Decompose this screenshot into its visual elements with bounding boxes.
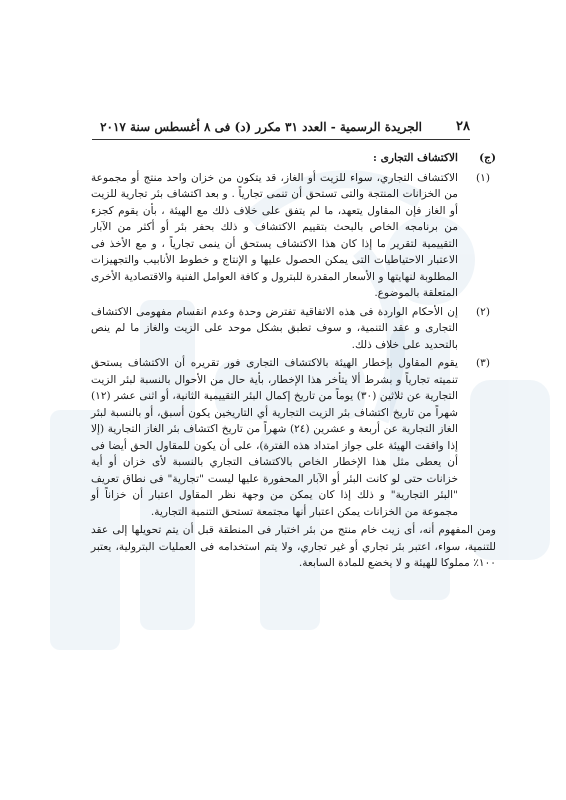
gazette-title: الجريدة الرسمية - العدد ٣١ مكرر (د) فى ٨ أغسطس سنة ٢٠١٧ [100,120,422,134]
header-rule [92,139,470,140]
clause-3 [91,355,496,520]
page-number: ٢٨ [456,119,470,134]
document-body [91,150,496,572]
section-title: الاكتشاف التجارى : [372,152,458,164]
clause-number: (٣) [476,357,490,369]
clause-text: يقوم المقاول بإخطار الهيئة بالاكتشاف التجارى فور تقريره أن الاكتشاف يستحق تنميته تجارياً و بشرط ألا يتأخر هذا الإخطار، بأية حال من الأحوال بالنسبة لبئر الزيت التجارية عن ثلاثين (٣٠) يوماً من تاريخ إكمال البئر التقييمية الثانية، أو اثنى عشر (١٢) شهراً من تاريخ اكتشاف بئر الزيت التجارية أي التاريخين يكون أسبق، أو بالنسبة لبئر الغاز التجارية عن أربعة و عشرين (٢٤) شهراً من تاريخ اكتشاف بئر الغاز التجارية (إلا إذا وافقت الهيئة على جواز امتداد هذه الفترة)، على أن يكون للمقاول الحق أيضا فى أن يعطى مثل هذا الإخطار الخاص بالاكتشاف التجاري بالنسبة لأى خزان أو أية خزانات حتى لو كانت البئر أو الآبار المحفورة عليها ليست "تجارية" فى نطاق تعريف "البئر التجارية" و ذلك إذا كان يمكن من وجهة نظر المقاول اعتبار أن خزاناً أو مجموعة من الخزانات يمكن اعتبار أنها مجتمعة تستحق التنمية التجارية. [91,357,458,518]
clause-1 [91,170,496,302]
closing-paragraph: ومن المفهوم أنه، أى زيت خام منتج من بئر اختبار فى المنطقة قبل أن يتم تحويلها إلى عقد للتنمية، سواء، اعتبر بئر تجاري أو غير تجاري، ولا يتم استخدامه فى العمليات البترولية، يعتبر ١٠٠٪ مملوكا للهيئة و لا يخضع للمادة السابعة. [91,524,496,569]
clause-number: (٢) [476,305,490,318]
page-header [92,119,470,139]
clause-text: الاكتشاف التجاري، سواء للزيت أو الغاز، قد يتكون من خزان واحد منتج أو مجموعة من الخزانات المنتجة والتى تستحق أن تنمى تجارياً . و بعد اكتشاف بئر تجارية للزيت أو الغاز فإن المقاول يتعهد، ما لم يتفق على خلاف ذلك مع الهيئة ، بأن يقوم كجزء من برنامجه الخاص بالبحث بتقييم الاكتشاف و ذلك بحفر بئر أو أكثر من الآبار التقييمية لتقرير ما إذا كان هذا الاكتشاف يستحق أن ينمى تجارياً ، و مع الأخذ فى الاعتبار الاحتياطيات التى يمكن الحصول عليها و الإنتاج و خطوط الأنابيب والتجهيزات المطلوبة لنهايتها و الأسعار المقدرة للبترول و كافة العوامل الفنية والاقتصادية الأخرى المتعلقة بالموضوع. [91,171,458,299]
clause-number: (١) [476,171,490,184]
section-marker: (ج) [479,152,496,164]
clause-text: إن الأحكام الواردة فى هذه الاتفاقية تفترض وحدة وعدم انقسام مفهومى الاكتشاف التجارى و عقد التنمية، و سوف تطبق بشكل موحد على الزيت والغاز ما لم ينص بالتحديد على خلاف ذلك. [91,305,458,351]
clause-2 [91,304,496,354]
section-heading [91,150,496,167]
